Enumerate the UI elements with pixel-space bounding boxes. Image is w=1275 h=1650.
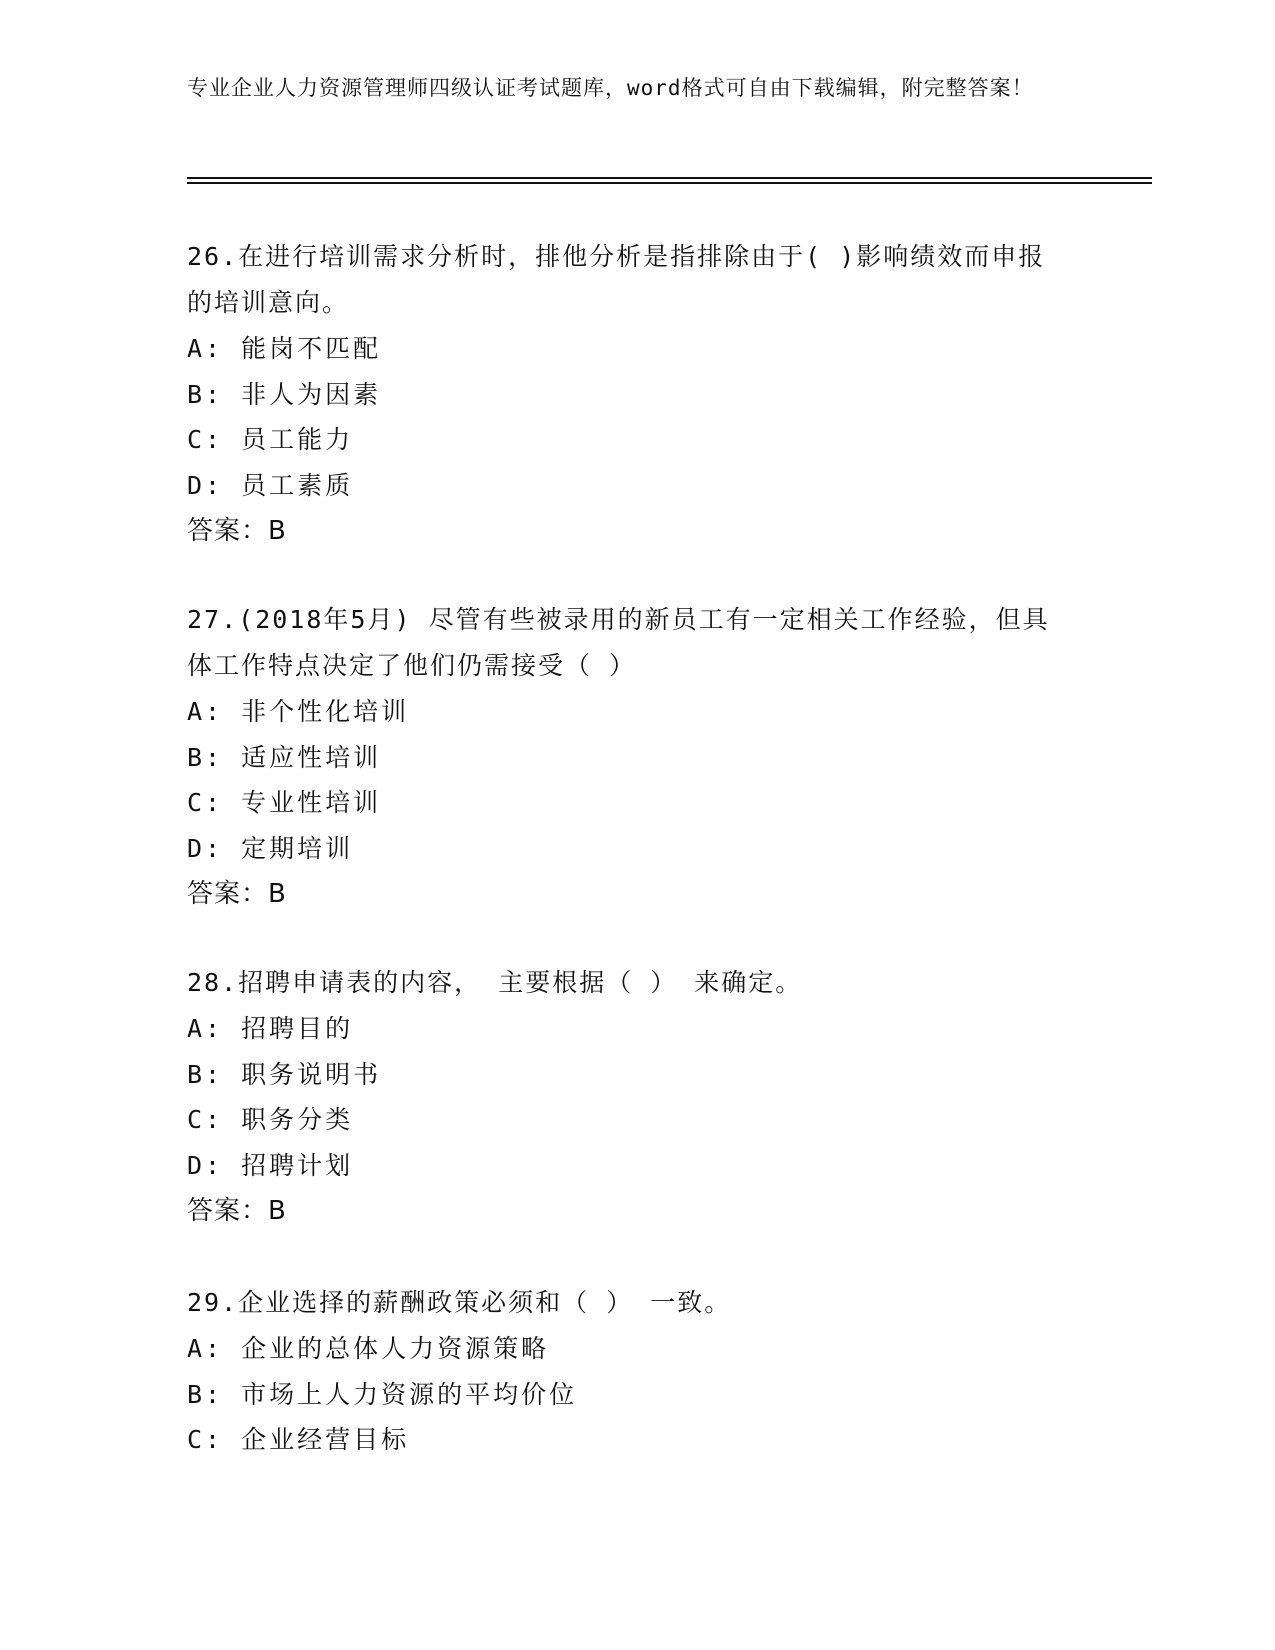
question-stem: 29.企业选择的薪酬政策必须和（ ） 一致。 — [187, 1288, 732, 1317]
option-c: C: 专业性培训 — [187, 788, 382, 817]
option-b: B: 非人为因素 — [187, 379, 382, 409]
answer: 答案：B — [187, 1196, 287, 1226]
header-divider-top — [187, 177, 1152, 179]
option-a: A: 招聘目的 — [187, 1014, 354, 1043]
option-d: D: 员工素质 — [187, 470, 354, 500]
option-a: A: 能岗不匹配 — [187, 334, 382, 363]
option-a: A: 企业的总体人力资源策略 — [187, 1334, 550, 1363]
option-b: B: 市场上人力资源的平均价位 — [187, 1379, 578, 1409]
question-27 — [187, 597, 1067, 917]
header-divider-bottom — [187, 182, 1152, 184]
answer: 答案：B — [187, 516, 287, 546]
option-b: B: 适应性培训 — [187, 742, 382, 772]
option-c: C: 企业经营目标 — [187, 1425, 410, 1454]
option-c: C: 职务分类 — [187, 1105, 354, 1134]
question-26 — [187, 234, 1067, 554]
question-29 — [187, 1280, 1067, 1463]
question-28 — [187, 960, 1067, 1234]
option-b: B: 职务说明书 — [187, 1059, 382, 1089]
answer: 答案：B — [187, 879, 287, 909]
option-d: D: 定期培训 — [187, 833, 354, 863]
question-stem: 26.在进行培训需求分析时，排他分析是指排除由于( )影响绩效而申报的培训意向。 — [187, 242, 1046, 317]
option-a: A: 非个性化培训 — [187, 697, 410, 726]
question-stem: 27.(2018年5月) 尽管有些被录用的新员工有一定相关工作经验，但具体工作特点决定了他们仍需接受（ ） — [187, 605, 1050, 680]
question-stem: 28.招聘申请表的内容， 主要根据（ ） 来确定。 — [187, 968, 803, 997]
option-d: D: 招聘计划 — [187, 1150, 354, 1180]
option-c: C: 员工能力 — [187, 425, 354, 454]
document-header: 专业企业人力资源管理师四级认证考试题库，word格式可自由下载编辑，附完整答案！ — [187, 76, 1034, 100]
